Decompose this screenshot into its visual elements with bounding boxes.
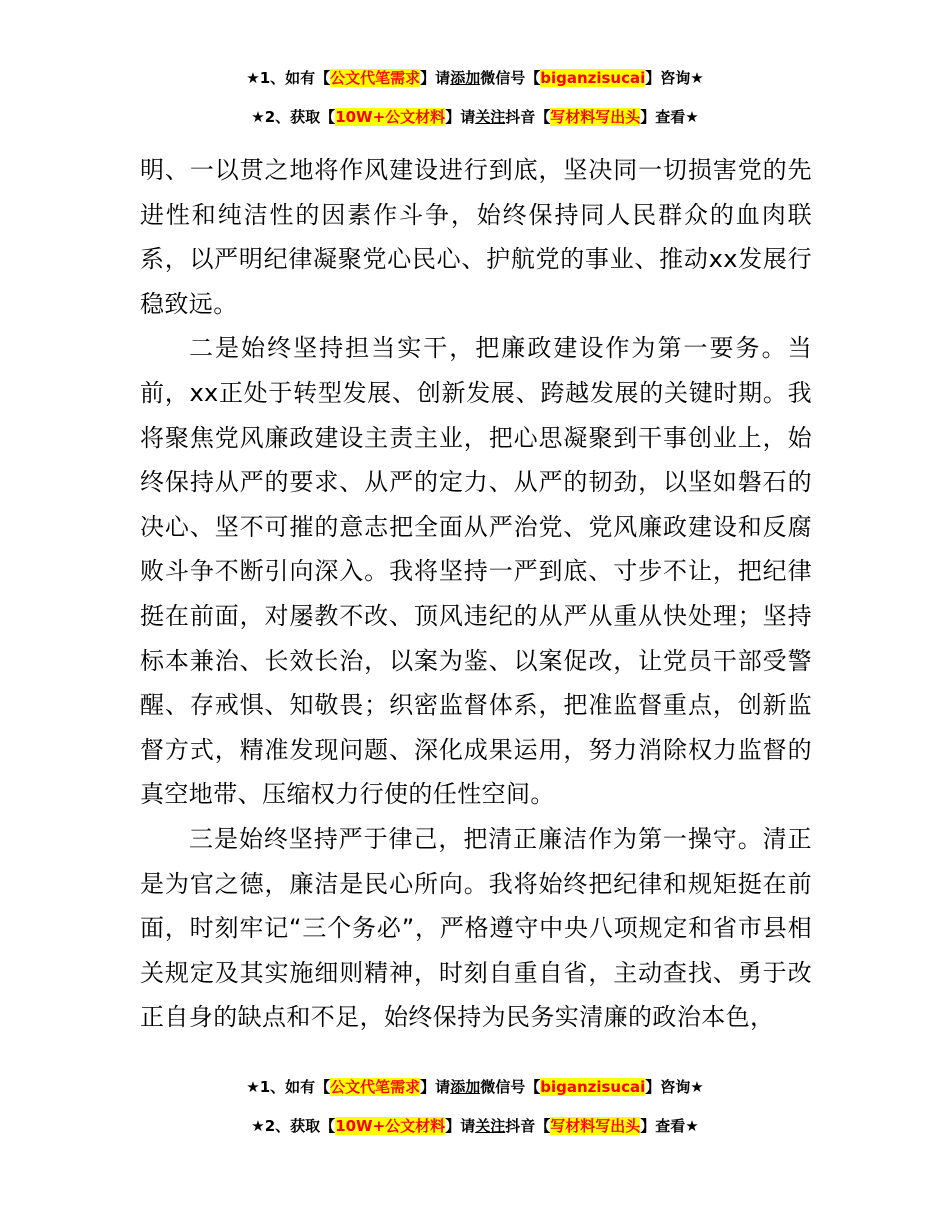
banner-text: 】咨询★ bbox=[645, 1078, 704, 1096]
paragraph-continuation: 明、一以贯之地将作风建设进行到底，坚决同一切损害党的先进性和纯洁性的因素作斗争，始终保持同人民群众的血肉联系，以严明纪律凝聚党心民心、护航党的事业、推动xx发展行稳致远。 bbox=[140, 156, 812, 318]
banner-text: 】查看★ bbox=[640, 1117, 699, 1135]
banner-underline: 关注 bbox=[475, 1117, 506, 1135]
footer-banner-line-2 bbox=[0, 1116, 950, 1136]
banner-text: 】咨询★ bbox=[645, 69, 704, 87]
header-banner-line-1 bbox=[0, 68, 950, 88]
banner-text: ★2、获取【 bbox=[251, 108, 336, 126]
banner-text: 微信号【 bbox=[480, 69, 541, 87]
banner-text: 抖音【 bbox=[505, 108, 551, 126]
banner-highlight: 写材料写出头 bbox=[550, 108, 641, 126]
banner-highlight: 写材料写出头 bbox=[550, 1117, 641, 1135]
banner-text: 抖音【 bbox=[505, 1117, 551, 1135]
paragraph-third-point: 三是始终坚持严于律己，把清正廉洁作为第一操守。清正是为官之德，廉洁是民心所向。我将始终把纪律和规矩挺在前面，时刻牢记“三个务必”，严格遵守中央八项规定和省市县相关规定及其实施细则精神，时刻自重自省，主动查找、勇于改正自身的缺点和不足，始终保持为民务实清廉的政治本色， bbox=[140, 824, 812, 1032]
banner-highlight: biganzisucai bbox=[540, 1078, 646, 1096]
document-body bbox=[140, 148, 812, 1040]
banner-highlight: 10W+公文材料 bbox=[335, 108, 446, 126]
banner-text: 】请 bbox=[445, 1117, 476, 1135]
banner-highlight: biganzisucai bbox=[540, 69, 646, 87]
banner-text: 】请 bbox=[420, 69, 451, 87]
banner-underline: 关注 bbox=[475, 108, 506, 126]
banner-text: 】请 bbox=[445, 108, 476, 126]
footer-banner-line-1 bbox=[0, 1077, 950, 1097]
header-banner-line-2 bbox=[0, 107, 950, 127]
banner-text: 】查看★ bbox=[640, 108, 699, 126]
banner-text: ★1、如有【 bbox=[246, 1078, 331, 1096]
banner-text: ★1、如有【 bbox=[246, 69, 331, 87]
banner-highlight: 公文代笔需求 bbox=[330, 69, 421, 87]
banner-underline: 添加 bbox=[450, 69, 481, 87]
banner-highlight: 公文代笔需求 bbox=[330, 1078, 421, 1096]
paragraph-second-point: 二是始终坚持担当实干，把廉政建设作为第一要务。当前，xx正处于转型发展、创新发展、跨越发展的关键时期。我将聚焦党风廉政建设主责主业，把心思凝聚到干事创业上，始终保持从严的要求、从严的定力、从严的韧劲，以坚如磐石的决心、坚不可摧的意志把全面从严治党、党风廉政建设和反腐败斗争不断引向深入。我将坚持一严到底、寸步不让，把纪律挺在前面，对屡教不改、顶风违纪的从严从重从快处理；坚持标本兼治、长效长治，以案为鉴、以案促改，让党员干部受警醒、存戒惧、知敬畏；织密监督体系，把准监督重点，创新监督方式，精准发现问题、深化成果运用，努力消除权力监督的真空地带、压缩权力行使的任性空间。 bbox=[140, 334, 812, 809]
banner-text: 】请 bbox=[420, 1078, 451, 1096]
banner-text: 微信号【 bbox=[480, 1078, 541, 1096]
banner-highlight: 10W+公文材料 bbox=[335, 1117, 446, 1135]
banner-underline: 添加 bbox=[450, 1078, 481, 1096]
banner-text: ★2、获取【 bbox=[251, 1117, 336, 1135]
